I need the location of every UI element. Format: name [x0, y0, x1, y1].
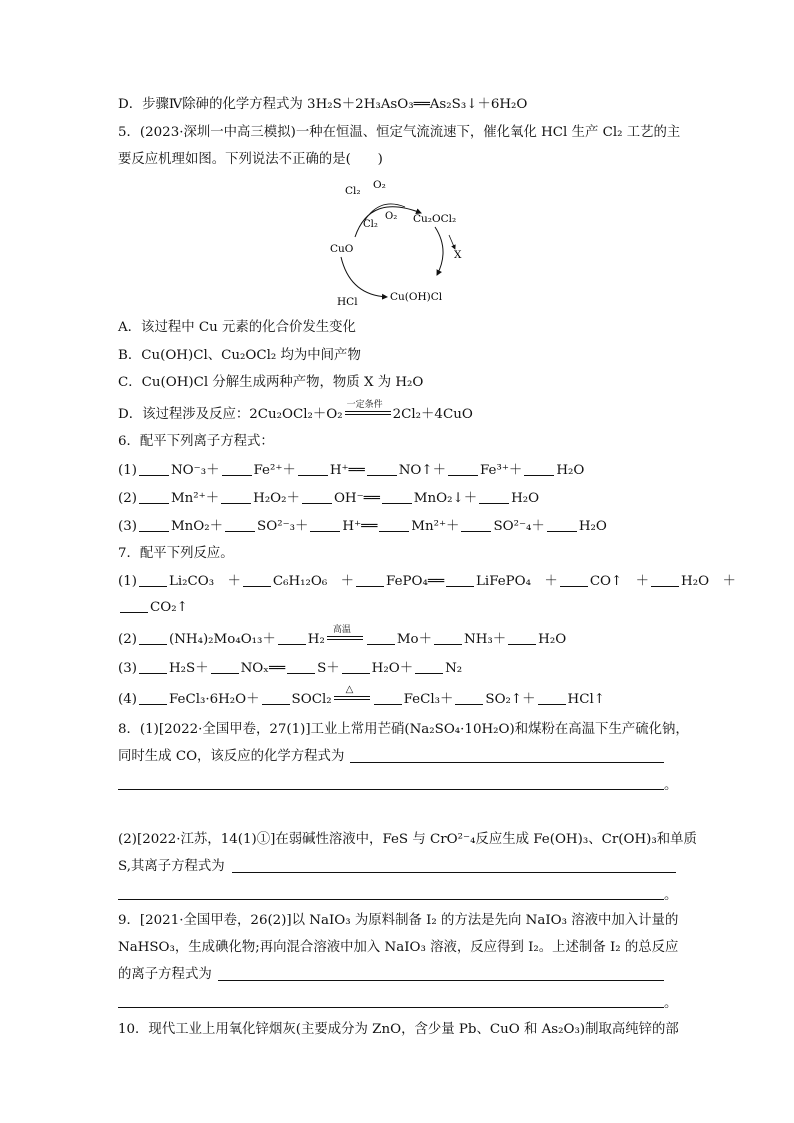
- eq-term: (NH₄)₂Mo₄O₁₃＋: [168, 632, 276, 647]
- reaction-mechanism-diagram: [325, 175, 475, 310]
- label-cuohcl: Cu(OH)Cl: [390, 291, 443, 303]
- answer-line[interactable]: [118, 789, 664, 790]
- eq-number: (4): [118, 692, 137, 707]
- answer-line[interactable]: [118, 899, 664, 900]
- eq-term: NOₓ══: [240, 661, 286, 676]
- fill-blank[interactable]: [139, 461, 169, 476]
- period: 。: [664, 888, 678, 903]
- fill-blank[interactable]: [310, 517, 340, 532]
- q7-reaction1-cont: [118, 598, 188, 618]
- fill-blank[interactable]: [243, 572, 271, 587]
- fill-blank[interactable]: [379, 517, 409, 532]
- answer-line[interactable]: [232, 872, 676, 873]
- eq-term: NO↑＋: [398, 463, 446, 478]
- eq-term: H₂O: [538, 632, 567, 647]
- fill-blank[interactable]: [221, 489, 251, 504]
- eq-term: H₂O₂＋: [253, 491, 300, 506]
- eq-term: FeCl₃＋: [403, 692, 454, 707]
- fill-blank[interactable]: [139, 630, 167, 645]
- q7-reaction1: [118, 572, 736, 592]
- eq-term: CO₂↑: [150, 600, 188, 615]
- eq-term: Fe³⁺＋: [480, 463, 523, 478]
- fill-blank[interactable]: [367, 461, 397, 476]
- eq-number: (3): [118, 661, 137, 676]
- condition-label: △: [345, 684, 354, 695]
- eq-term: Li₂CO₃ ＋: [168, 574, 241, 589]
- q7-reaction3: [118, 659, 462, 679]
- eq-term: C₆H₁₂O₆ ＋: [272, 574, 355, 589]
- x-arrow: [449, 235, 455, 249]
- period: 。: [664, 996, 678, 1011]
- fill-blank[interactable]: [139, 659, 167, 674]
- q8-part2-line1: (2)[2022·江苏，14(1)①]在弱碱性溶液中，FeS 与 CrO²⁻₄反应生成 Fe(OH)₃、Cr(OH)₃和单质: [118, 832, 697, 847]
- high-temp-arrow: [325, 625, 365, 645]
- fill-blank[interactable]: [382, 489, 412, 504]
- label-cuo: CuO: [330, 243, 354, 255]
- q5-stem-line2: 要反应机理如图。下列说法不正确的是( ): [118, 152, 383, 167]
- fill-blank[interactable]: [434, 630, 462, 645]
- eq-term: Fe²⁺＋: [253, 463, 296, 478]
- q5-option-d-post: 2Cl₂＋4CuO: [392, 407, 473, 422]
- eq-term: H₂O: [556, 463, 585, 478]
- eq-term: FePO₄══: [386, 574, 445, 589]
- eq-term: H₂O: [511, 491, 540, 506]
- fill-blank[interactable]: [374, 690, 402, 705]
- fill-blank[interactable]: [461, 517, 491, 532]
- fill-blank[interactable]: [278, 630, 306, 645]
- fill-blank[interactable]: [139, 572, 167, 587]
- fill-blank[interactable]: [287, 659, 315, 674]
- eq-term: H₂O: [578, 519, 607, 534]
- label-x: X: [454, 249, 462, 261]
- label-cu2ocl2: Cu₂OCl₂: [413, 213, 457, 225]
- eq-term: H⁺══: [342, 519, 378, 534]
- q10-line1: 10．现代工业上用氧化锌烟灰(主要成分为 ZnO，含少量 Pb、CuO 和 As₂O₃)制取高纯锌的部: [118, 1022, 679, 1037]
- eq-term: SOCl₂: [291, 692, 332, 707]
- q9-line1: 9．[2021·全国甲卷，26(2)]以 NaIO₃ 为原料制备 I₂ 的方法是先向 NaIO₃ 溶液中加入计量的: [118, 913, 679, 928]
- answer-line[interactable]: [218, 980, 664, 981]
- eq-number: (2): [118, 632, 137, 647]
- eq-term: CO↑ ＋: [589, 574, 650, 589]
- eq-term: FeCl₃·6H₂O＋: [168, 692, 260, 707]
- q6-eq2: [118, 489, 539, 509]
- eq-term: SO²⁻₃＋: [257, 519, 309, 534]
- eq-term: LiFePO₄ ＋: [476, 574, 558, 589]
- fill-blank[interactable]: [415, 659, 443, 674]
- q5-option-d-pre: D．该过程涉及反应：2Cu₂OCl₂＋O₂: [118, 407, 343, 422]
- fill-blank[interactable]: [547, 517, 577, 532]
- eq-term: MnO₂＋: [170, 519, 224, 534]
- label-o2-inner: O₂: [385, 211, 398, 222]
- q6-title: 6．配平下列离子方程式：: [118, 434, 274, 449]
- eq-term: H₂O ＋: [681, 574, 736, 589]
- eq-term: H₂: [307, 632, 325, 647]
- fill-blank[interactable]: [298, 461, 328, 476]
- heat-arrow: [332, 684, 372, 705]
- label-cl2-inner: Cl₂: [363, 219, 378, 230]
- q9-line3: 的离子方程式为: [118, 967, 212, 982]
- eq-term: HCl↑: [567, 692, 605, 707]
- eq-term: S＋: [317, 661, 340, 676]
- q7-reaction4: [118, 684, 605, 710]
- eq-number: (2): [118, 491, 137, 506]
- fill-blank[interactable]: [448, 461, 478, 476]
- fill-blank[interactable]: [120, 598, 148, 613]
- q8-part1-line2: 同时生成 CO，该反应的化学方程式为: [118, 749, 345, 764]
- fill-blank[interactable]: [367, 630, 395, 645]
- eq-term: N₂: [445, 661, 463, 676]
- fill-blank[interactable]: [262, 690, 290, 705]
- q5-option-a: A．该过程中 Cu 元素的化合价发生变化: [118, 320, 356, 335]
- fill-blank[interactable]: [139, 690, 167, 705]
- eq-term: NO⁻₃＋: [170, 463, 220, 478]
- eq-number: (3): [118, 519, 137, 534]
- eq-term: Mo＋: [396, 632, 433, 647]
- fill-blank[interactable]: [651, 572, 679, 587]
- condition-label: 高温: [332, 625, 351, 635]
- label-o2-outer: O₂: [373, 179, 386, 191]
- fill-blank[interactable]: [560, 572, 588, 587]
- eq-term: H⁺══: [329, 463, 365, 478]
- fill-blank[interactable]: [222, 461, 252, 476]
- fill-blank[interactable]: [139, 517, 169, 532]
- q4-option-d: D．步骤Ⅳ除砷的化学方程式为 3H₂S＋2H₃AsO₃══As₂S₃↓＋6H₂O: [118, 97, 528, 112]
- q8-part2-line2: S,其离子方程式为: [118, 859, 225, 874]
- condition-label: 一定条件: [346, 400, 383, 410]
- fill-blank[interactable]: [538, 690, 566, 705]
- fill-blank[interactable]: [342, 659, 370, 674]
- eq-number: (1): [118, 463, 137, 478]
- cycle-arc-right: [435, 227, 443, 275]
- eq-term: OH⁻══: [333, 491, 380, 506]
- eq-term: SO²⁻₄＋: [493, 519, 545, 534]
- fill-blank[interactable]: [508, 630, 536, 645]
- answer-line[interactable]: [350, 762, 664, 763]
- cycle-arc-bottom-left: [341, 257, 387, 297]
- q9-line2: NaHSO₃，生成碘化物;再向混合溶液中加入 NaIO₃ 溶液，反应得到 I₂。上述制备 I₂ 的总反应: [118, 940, 679, 955]
- q8-part1-line1: 8．(1)[2022·全国甲卷，27(1)]工业上常用芒硝(Na₂SO₄·10H₂O)和煤粉在高温下生产硫化钠，: [118, 722, 689, 737]
- fill-blank[interactable]: [211, 659, 239, 674]
- fill-blank[interactable]: [225, 517, 255, 532]
- eq-number: (1): [118, 574, 137, 589]
- fill-blank[interactable]: [302, 489, 332, 504]
- period: 。: [664, 778, 678, 793]
- reaction-condition-arrow: [343, 400, 393, 420]
- fill-blank[interactable]: [524, 461, 554, 476]
- eq-term: Mn²⁺＋: [411, 519, 460, 534]
- eq-term: SO₂↑＋: [485, 692, 536, 707]
- eq-term: H₂S＋: [168, 661, 209, 676]
- answer-line[interactable]: [118, 1007, 664, 1008]
- q6-eq3: [118, 517, 607, 537]
- label-hcl: HCl: [337, 296, 358, 308]
- fill-blank[interactable]: [356, 572, 384, 587]
- label-cl2-outer: Cl₂: [345, 185, 361, 197]
- eq-term: MnO₂↓＋: [413, 491, 478, 506]
- eq-term: Mn²⁺＋: [170, 491, 220, 506]
- q5-option-c: C．Cu(OH)Cl 分解生成两种产物，物质 X 为 H₂O: [118, 375, 424, 390]
- fill-blank[interactable]: [446, 572, 474, 587]
- eq-term: H₂O＋: [371, 661, 414, 676]
- q5-option-d: [118, 400, 473, 425]
- fill-blank[interactable]: [479, 489, 509, 504]
- fill-blank[interactable]: [455, 690, 483, 705]
- q7-reaction2: [118, 625, 567, 650]
- fill-blank[interactable]: [139, 489, 169, 504]
- q6-eq1: [118, 461, 584, 481]
- q5-stem-line1: 5．(2023·深圳一中高三模拟)一种在恒温、恒定气流流速下，催化氧化 HCl 生产 Cl₂ 工艺的主: [118, 125, 681, 140]
- q7-title: 7．配平下列反应。: [118, 546, 234, 561]
- q5-option-b: B．Cu(OH)Cl、Cu₂OCl₂ 均为中间产物: [118, 348, 361, 363]
- eq-term: NH₃＋: [464, 632, 507, 647]
